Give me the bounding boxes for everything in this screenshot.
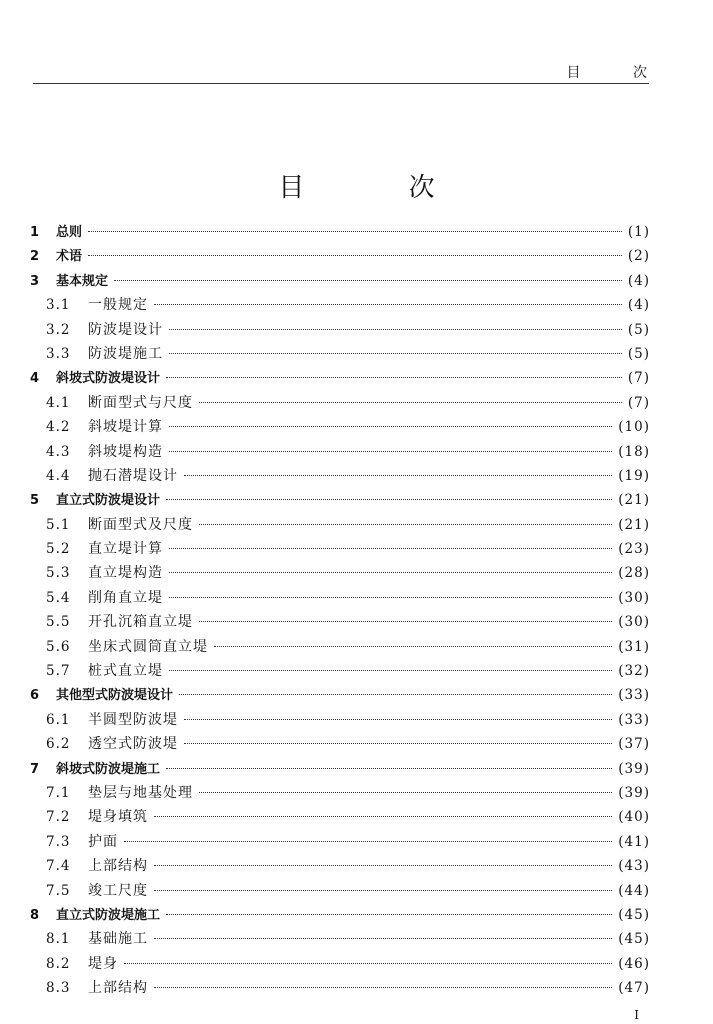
- toc-entry-number: 6: [30, 688, 40, 704]
- page-number: I: [634, 1008, 639, 1022]
- toc-entry-number: 5.2: [46, 541, 71, 558]
- toc-dot-leader: [214, 646, 612, 647]
- toc-dot-leader: [124, 963, 612, 964]
- toc-entry-number: 7.2: [46, 809, 71, 826]
- toc-section-entry[interactable]: [30, 659, 650, 683]
- toc-dot-leader: [154, 938, 612, 939]
- toc-section-entry[interactable]: [30, 830, 650, 854]
- running-head: 目 次: [566, 65, 671, 81]
- toc-entry-title: 竣工尺度: [88, 882, 148, 899]
- toc-section-entry[interactable]: [30, 318, 650, 342]
- toc-entry-page: (45): [618, 931, 650, 948]
- toc-entry-page: (4): [627, 297, 650, 314]
- toc-entry-number: 5: [30, 493, 40, 509]
- toc-entry-page: (46): [618, 955, 650, 972]
- toc-section-entry[interactable]: [30, 635, 650, 659]
- toc-section-entry[interactable]: [30, 464, 650, 488]
- toc-entry-number: 5.4: [46, 589, 71, 606]
- toc-entry-number: 4: [30, 371, 40, 387]
- toc-entry-number: 8.3: [46, 980, 71, 997]
- toc-section-entry[interactable]: [30, 342, 650, 366]
- toc-entry-title: 基本规定: [56, 273, 109, 289]
- toc-dot-leader: [124, 841, 612, 842]
- toc-entry-page: (40): [618, 809, 650, 826]
- toc-dot-leader: [166, 914, 612, 915]
- toc-section-entry[interactable]: [30, 854, 650, 878]
- toc-entry-title: 一般规定: [88, 297, 148, 314]
- toc-dot-leader: [169, 451, 612, 452]
- toc-section-entry[interactable]: [30, 391, 650, 415]
- toc-entry-page: (32): [618, 663, 650, 680]
- toc-entry-number: 5.5: [46, 614, 71, 631]
- toc-dot-leader: [154, 816, 612, 817]
- toc-entry-number: 7.5: [46, 882, 71, 899]
- toc-entry-title: 护面: [88, 833, 118, 850]
- toc-dot-leader: [154, 890, 612, 891]
- toc-chapter-entry[interactable]: [30, 488, 650, 512]
- table-of-contents: [30, 220, 650, 1001]
- toc-dot-leader: [88, 255, 622, 256]
- toc-entry-title: 削角直立堤: [88, 589, 163, 606]
- toc-dot-leader: [88, 231, 622, 232]
- header-rule: [33, 83, 649, 84]
- toc-entry-page: (23): [618, 541, 650, 558]
- toc-entry-title: 垫层与地基处理: [88, 784, 193, 801]
- toc-entry-title: 基础施工: [88, 931, 148, 948]
- toc-entry-page: (19): [618, 467, 650, 484]
- toc-section-entry[interactable]: [30, 781, 650, 805]
- toc-entry-page: (47): [618, 980, 650, 997]
- toc-chapter-entry[interactable]: [30, 757, 650, 781]
- toc-entry-page: (44): [618, 882, 650, 899]
- toc-entry-number: 3: [30, 273, 40, 289]
- toc-entry-number: 7.1: [46, 784, 71, 801]
- toc-entry-page: (21): [618, 492, 650, 509]
- toc-entry-number: 4.4: [46, 467, 71, 484]
- toc-entry-title: 桩式直立堤: [88, 663, 163, 680]
- toc-entry-page: (37): [618, 736, 650, 753]
- toc-entry-page: (43): [618, 858, 650, 875]
- toc-chapter-entry[interactable]: [30, 244, 650, 268]
- toc-entry-title: 透空式防波堤: [88, 736, 178, 753]
- toc-entry-number: 7: [30, 761, 40, 777]
- toc-entry-title: 直立式防波堤施工: [56, 907, 161, 923]
- toc-entry-page: (7): [627, 394, 650, 411]
- toc-dot-leader: [179, 694, 612, 695]
- toc-section-entry[interactable]: [30, 561, 650, 585]
- toc-entry-title: 上部结构: [88, 858, 148, 875]
- toc-entry-title: 直立式防波堤设计: [56, 493, 161, 509]
- toc-entry-number: 8.2: [46, 955, 71, 972]
- toc-entry-title: 斜坡堤构造: [88, 443, 163, 460]
- toc-dot-leader: [169, 670, 612, 671]
- toc-section-entry[interactable]: [30, 927, 650, 951]
- toc-dot-leader: [184, 475, 612, 476]
- toc-entry-title: 断面型式及尺度: [88, 516, 193, 533]
- toc-entry-page: (28): [618, 565, 650, 582]
- toc-dot-leader: [154, 304, 622, 305]
- toc-dot-leader: [169, 597, 612, 598]
- toc-dot-leader: [169, 572, 612, 573]
- toc-entry-number: 5.3: [46, 565, 71, 582]
- toc-chapter-entry[interactable]: [30, 366, 650, 390]
- toc-chapter-entry[interactable]: [30, 903, 650, 927]
- toc-entry-page: (33): [618, 711, 650, 728]
- toc-dot-leader: [199, 621, 612, 622]
- toc-dot-leader: [169, 426, 612, 427]
- toc-entry-page: (45): [618, 906, 650, 923]
- toc-entry-number: 5.6: [46, 638, 71, 655]
- toc-entry-title: 半圆型防波堤: [88, 711, 178, 728]
- toc-section-entry[interactable]: [30, 976, 650, 1000]
- toc-entry-number: 3.3: [46, 345, 71, 362]
- toc-entry-page: (1): [627, 224, 650, 240]
- toc-entry-page: (5): [627, 321, 650, 338]
- toc-entry-number: 5.1: [46, 516, 71, 533]
- toc-section-entry[interactable]: [30, 732, 650, 756]
- toc-entry-number: 4.1: [46, 394, 71, 411]
- toc-dot-leader: [169, 329, 622, 330]
- toc-dot-leader: [114, 280, 622, 281]
- toc-entry-title: 总则: [56, 225, 83, 240]
- toc-section-entry[interactable]: [30, 879, 650, 903]
- toc-dot-leader: [166, 499, 612, 500]
- toc-section-entry[interactable]: [30, 537, 650, 561]
- toc-dot-leader: [169, 353, 622, 354]
- toc-entry-page: (5): [627, 345, 650, 362]
- toc-entry-title: 防波堤设计: [88, 321, 163, 338]
- toc-entry-page: (2): [627, 248, 650, 265]
- toc-section-entry[interactable]: [30, 610, 650, 634]
- toc-entry-number: 6.1: [46, 711, 71, 728]
- toc-entry-number: 1: [30, 225, 40, 240]
- toc-section-entry[interactable]: [30, 586, 650, 610]
- toc-entry-page: (31): [618, 638, 650, 655]
- toc-entry-number: 2: [30, 249, 40, 265]
- toc-entry-number: 3.1: [46, 297, 71, 314]
- toc-section-entry[interactable]: [30, 513, 650, 537]
- toc-entry-title: 直立堤计算: [88, 541, 163, 558]
- toc-dot-leader: [166, 768, 612, 769]
- toc-entry-title: 直立堤构造: [88, 565, 163, 582]
- toc-entry-number: 8.1: [46, 931, 71, 948]
- toc-entry-page: (33): [618, 687, 650, 704]
- toc-entry-page: (41): [618, 833, 650, 850]
- toc-entry-title: 防波堤施工: [88, 345, 163, 362]
- toc-entry-page: (7): [627, 370, 650, 387]
- toc-entry-number: 3.2: [46, 321, 71, 338]
- toc-entry-page: (39): [618, 784, 650, 801]
- toc-entry-title: 斜坡式防波堤设计: [56, 371, 161, 387]
- toc-dot-leader: [166, 377, 622, 378]
- toc-entry-title: 断面型式与尺度: [88, 394, 193, 411]
- toc-entry-title: 抛石潜堤设计: [88, 467, 178, 484]
- toc-entry-number: 7.4: [46, 858, 71, 875]
- toc-entry-title: 坐床式圆筒直立堤: [88, 638, 208, 655]
- toc-dot-leader: [169, 548, 612, 549]
- toc-entry-number: 5.7: [46, 663, 71, 680]
- toc-entry-page: (21): [618, 516, 650, 533]
- toc-entry-number: 8: [30, 907, 40, 923]
- toc-entry-page: (30): [618, 614, 650, 631]
- toc-entry-title: 斜坡式防波堤施工: [56, 761, 161, 777]
- toc-entry-title: 术语: [56, 249, 83, 265]
- toc-entry-title: 其他型式防波堤设计: [56, 688, 174, 704]
- toc-entry-page: (39): [618, 760, 650, 777]
- toc-entry-page: (10): [618, 419, 650, 436]
- toc-dot-leader: [199, 792, 612, 793]
- toc-entry-page: (18): [618, 443, 650, 460]
- toc-dot-leader: [154, 987, 612, 988]
- toc-entry-title: 斜坡堤计算: [88, 419, 163, 436]
- toc-dot-leader: [199, 524, 612, 525]
- toc-entry-title: 上部结构: [88, 980, 148, 997]
- toc-entry-page: (30): [618, 589, 650, 606]
- toc-dot-leader: [199, 402, 622, 403]
- toc-entry-number: 4.2: [46, 419, 71, 436]
- toc-entry-number: 6.2: [46, 736, 71, 753]
- toc-section-entry[interactable]: [30, 708, 650, 732]
- toc-entry-title: 开孔沉箱直立堤: [88, 614, 193, 631]
- toc-section-entry[interactable]: [30, 415, 650, 439]
- toc-entry-number: 4.3: [46, 443, 71, 460]
- toc-chapter-entry[interactable]: [30, 683, 650, 707]
- toc-entry-title: 堤身填筑: [88, 809, 148, 826]
- page-title: 目 次: [278, 173, 483, 203]
- toc-section-entry[interactable]: [30, 952, 650, 976]
- toc-section-entry[interactable]: [30, 293, 650, 317]
- toc-dot-leader: [184, 743, 612, 744]
- toc-entry-page: (4): [627, 272, 650, 289]
- toc-entry-title: 堤身: [88, 955, 118, 972]
- toc-chapter-entry[interactable]: [30, 220, 650, 244]
- toc-section-entry[interactable]: [30, 805, 650, 829]
- toc-entry-number: 7.3: [46, 833, 71, 850]
- toc-dot-leader: [184, 719, 612, 720]
- toc-dot-leader: [154, 865, 612, 866]
- toc-section-entry[interactable]: [30, 440, 650, 464]
- toc-chapter-entry[interactable]: [30, 269, 650, 293]
